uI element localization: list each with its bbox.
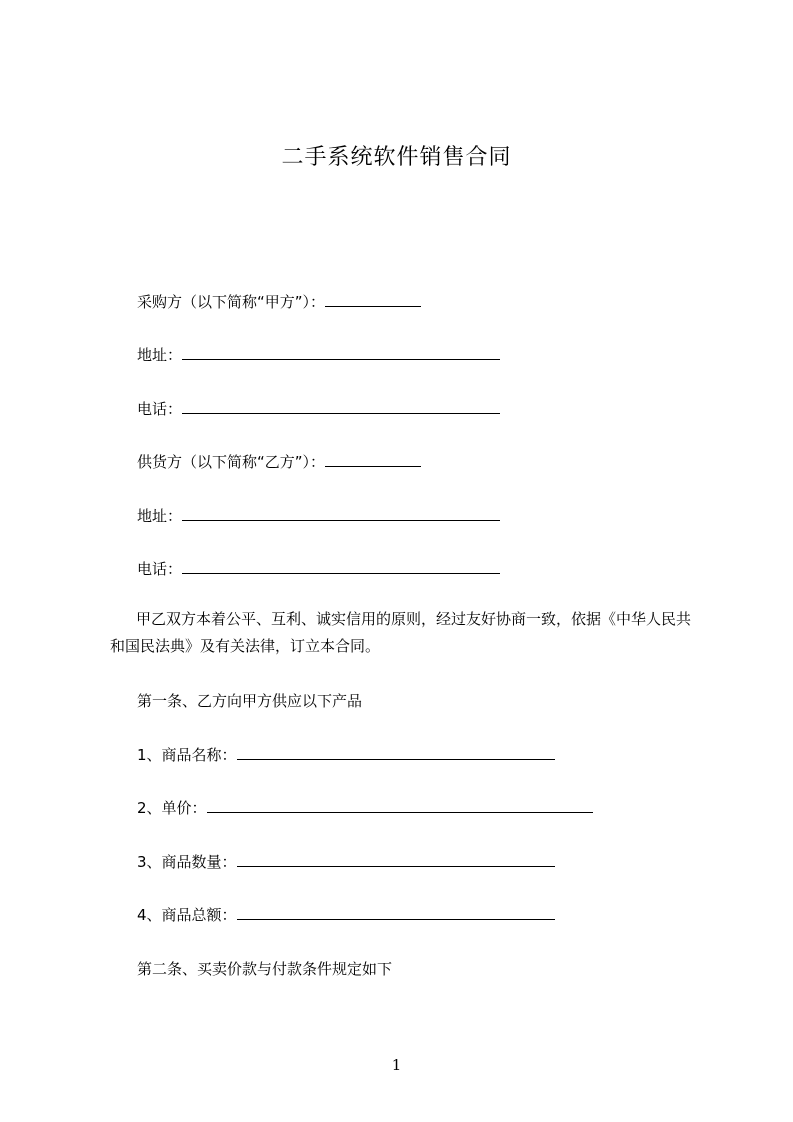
quantity-label: 3、商品数量：	[137, 853, 237, 871]
contract-title: 二手系统软件销售合同	[281, 145, 512, 170]
article1-heading: 第一条、乙方向甲方供应以下产品	[137, 692, 363, 710]
party-b-name-field[interactable]	[325, 452, 421, 467]
party-b-phone-row	[137, 559, 500, 579]
total-amount-field[interactable]	[237, 905, 555, 920]
quantity-row	[137, 852, 555, 872]
product-name-label: 1、商品名称：	[137, 746, 237, 764]
party-a-phone-label: 电话：	[137, 400, 183, 418]
preamble-paragraph	[110, 606, 700, 660]
product-name-field[interactable]	[237, 745, 555, 760]
party-b-phone-field[interactable]	[182, 559, 500, 574]
party-a-phone-field[interactable]	[182, 399, 500, 414]
party-a-address-label: 地址：	[137, 346, 183, 364]
party-b-address-row	[137, 506, 500, 526]
party-b-address-field[interactable]	[182, 506, 500, 521]
party-b-name-label: 供货方（以下简称“乙方”）：	[137, 453, 326, 471]
party-b-address-label: 地址：	[137, 507, 183, 525]
unit-price-row	[137, 798, 593, 818]
unit-price-field[interactable]	[207, 798, 593, 813]
unit-price-label: 2、单价：	[137, 799, 207, 817]
article2-heading: 第二条、买卖价款与付款条件规定如下	[137, 960, 393, 978]
party-b-name-row	[137, 452, 421, 472]
total-amount-label: 4、商品总额：	[137, 906, 237, 924]
party-a-name-field[interactable]	[325, 292, 421, 307]
party-b-phone-label: 电话：	[137, 560, 183, 578]
page-number: 1	[391, 1056, 402, 1074]
product-name-row	[137, 745, 555, 765]
party-a-name-label: 采购方（以下简称“甲方”）：	[137, 293, 326, 311]
party-a-address-row	[137, 345, 500, 365]
preamble-text: 甲乙双方本着公平、互利、诚实信用的原则，经过友好协商一致，依据《中华人民共和国民法典》及有关法律，订立本合同。	[110, 610, 692, 655]
party-a-phone-row	[137, 399, 500, 419]
party-a-name-row	[137, 292, 421, 312]
party-a-address-field[interactable]	[182, 345, 500, 360]
total-amount-row	[137, 905, 555, 925]
quantity-field[interactable]	[237, 852, 555, 867]
